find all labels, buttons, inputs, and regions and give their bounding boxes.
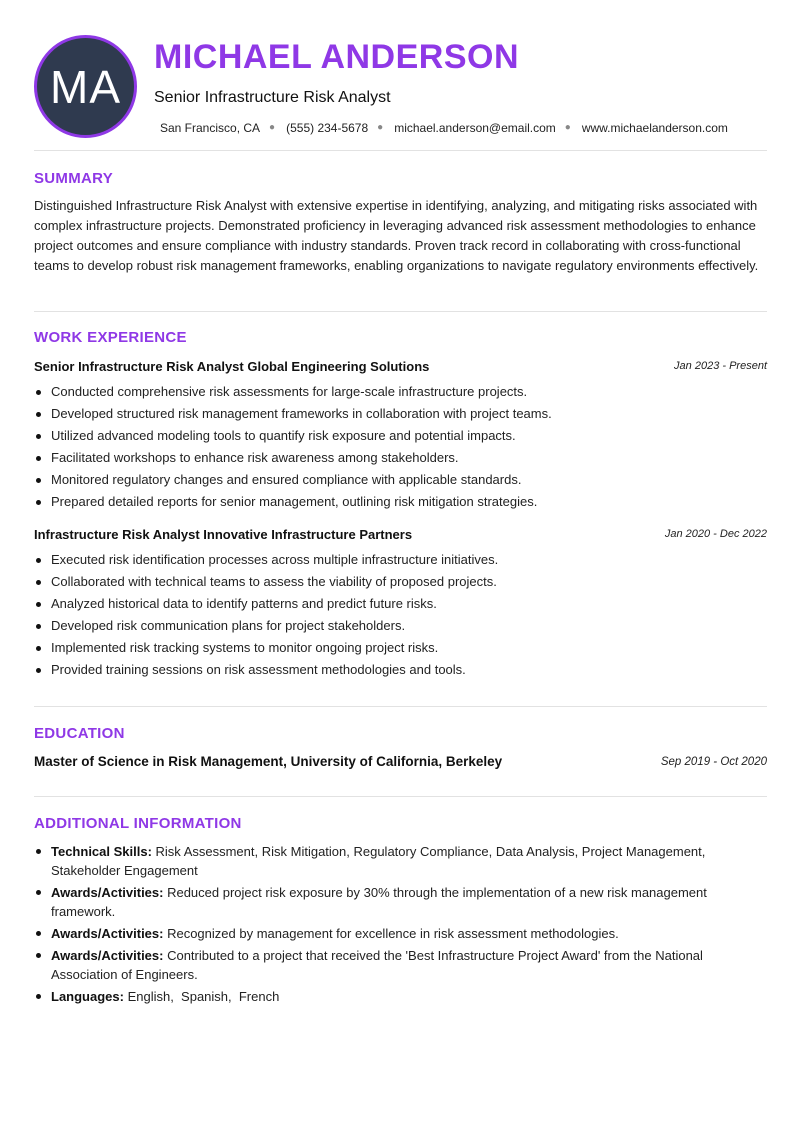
- list-item: Executed risk identification processes across multiple infrastructure initiatives.: [34, 549, 767, 571]
- job-header: [34, 359, 767, 377]
- job-role: Senior Infrastructure Risk Analyst Global Engineering Solutions: [34, 359, 430, 374]
- list-item: Developed risk communication plans for project stakeholders.: [34, 615, 767, 637]
- list-item: Conducted comprehensive risk assessments for large-scale infrastructure projects.: [34, 381, 767, 403]
- section-divider: [34, 150, 767, 151]
- avatar: [34, 35, 137, 138]
- job-dates: Jan 2023 - Present: [674, 360, 767, 372]
- additional-heading: ADDITIONAL INFORMATION: [34, 815, 242, 832]
- info-text: Risk Assessment, Risk Mitigation, Regulatory Compliance, Data Analysis, Project Management, Stakeholder Engagement: [51, 844, 706, 878]
- section-divider: [34, 796, 767, 797]
- contact-bar: [160, 121, 728, 135]
- candidate-title: Senior Infrastructure Risk Analyst: [154, 89, 391, 106]
- list-item: [34, 946, 734, 984]
- separator-dot-icon: ●: [377, 122, 384, 133]
- info-label: Awards/Activities:: [51, 926, 164, 941]
- education-degree: Master of Science in Risk Management, University of California, Berkeley: [34, 754, 503, 769]
- resume-header: [0, 0, 800, 150]
- list-item: [34, 987, 734, 1006]
- job-dates: Jan 2020 - Dec 2022: [664, 528, 767, 540]
- list-item: Analyzed historical data to identify patterns and predict future risks.: [34, 593, 767, 615]
- contact-email[interactable]: michael.anderson@email.com: [394, 121, 556, 135]
- summary-heading: SUMMARY: [34, 170, 114, 187]
- info-label: Awards/Activities:: [51, 885, 164, 900]
- info-text: Reduced project risk exposure by 30% through the implementation of a new risk management framework.: [51, 885, 707, 919]
- list-item: [34, 883, 734, 921]
- list-item: [34, 842, 734, 880]
- list-item: Implemented risk tracking systems to monitor ongoing project risks.: [34, 637, 767, 659]
- list-item: [34, 924, 734, 943]
- contact-phone: (555) 234-5678: [286, 121, 369, 135]
- info-label: Awards/Activities:: [51, 948, 164, 963]
- info-label: Languages:: [51, 989, 124, 1004]
- list-item: Provided training sessions on risk assessment methodologies and tools.: [34, 659, 767, 681]
- job-bullet-list: [34, 549, 767, 681]
- avatar-initials: MA: [50, 60, 121, 113]
- list-item: Prepared detailed reports for senior management, outlining risk mitigation strategies.: [34, 491, 767, 513]
- separator-dot-icon: ●: [564, 122, 571, 133]
- list-item: Utilized advanced modeling tools to quantify risk exposure and potential impacts.: [34, 425, 767, 447]
- contact-location: San Francisco, CA: [160, 121, 261, 135]
- info-text: Contributed to a project that received the 'Best Infrastructure Project Award' from the National Association of Engineers.: [51, 948, 703, 982]
- info-text: Recognized by management for excellence in risk assessment methodologies.: [163, 926, 619, 941]
- list-item: Monitored regulatory changes and ensured compliance with applicable standards.: [34, 469, 767, 491]
- list-item: Developed structured risk management frameworks in collaboration with project teams.: [34, 403, 767, 425]
- list-item: Collaborated with technical teams to assess the viability of proposed projects.: [34, 571, 767, 593]
- education-heading: EDUCATION: [34, 725, 125, 742]
- job-bullet-list: [34, 381, 767, 513]
- list-item: Facilitated workshops to enhance risk awareness among stakeholders.: [34, 447, 767, 469]
- experience-heading: WORK EXPERIENCE: [34, 329, 187, 346]
- summary-text: Distinguished Infrastructure Risk Analyst with extensive expertise in identifying, analyzing, and mitigating risks associated with complex infrastructure projects. Demonstrated proficiency in leveraging advanced risk assessment methodologies to enhance project outcomes and ensure compliance with industry standards. Proven track record in collaborating with cross-functional teams to develop robust risk management frameworks, enabling organizations to navigate regulatory environments effectively.: [34, 198, 759, 273]
- job-header: [34, 527, 767, 545]
- section-divider: [34, 311, 767, 312]
- education-dates: Sep 2019 - Oct 2020: [660, 756, 767, 768]
- info-text: English, Spanish, French: [123, 989, 280, 1004]
- candidate-name: MICHAEL ANDERSON: [154, 38, 520, 76]
- job-role: Infrastructure Risk Analyst Innovative Infrastructure Partners: [34, 527, 413, 542]
- info-label: Technical Skills:: [51, 844, 152, 859]
- contact-website[interactable]: www.michaelanderson.com: [581, 121, 728, 135]
- separator-dot-icon: ●: [269, 122, 276, 133]
- section-divider: [34, 706, 767, 707]
- additional-info-list: [34, 842, 734, 1009]
